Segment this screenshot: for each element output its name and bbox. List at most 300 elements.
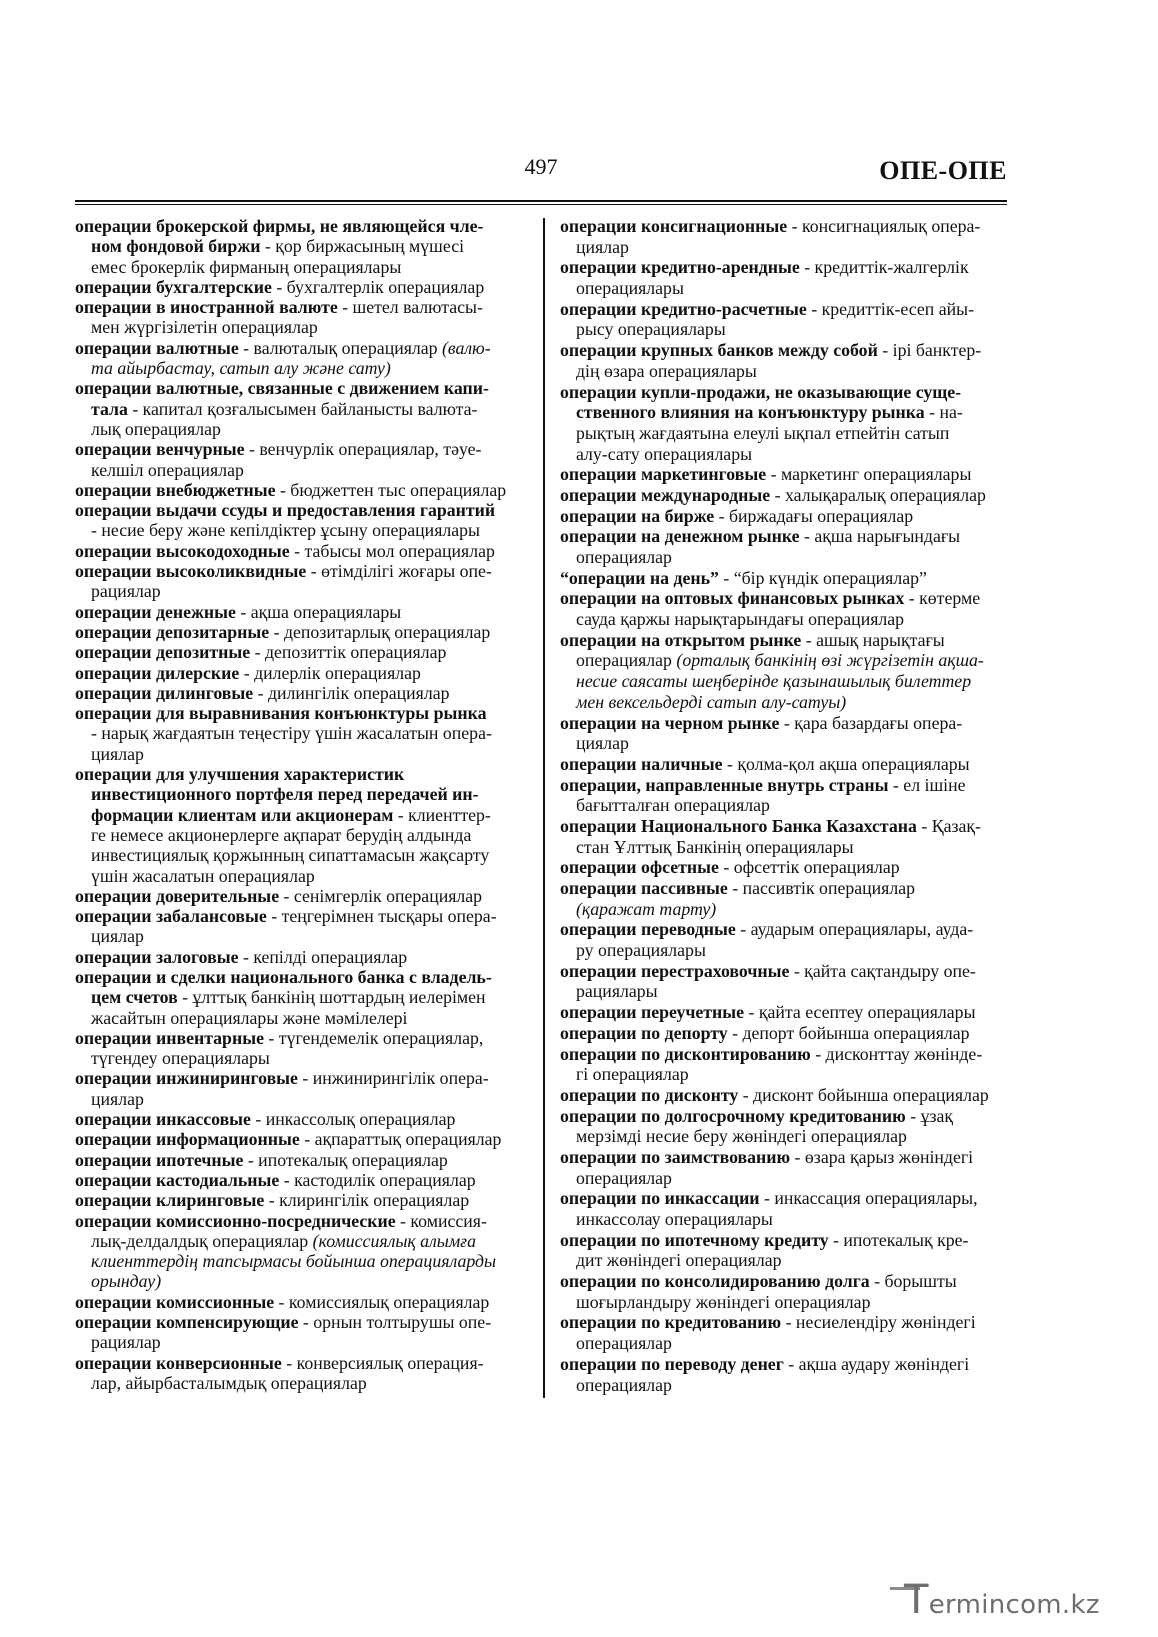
entry-translation: - орнын толтырушы опе- [298,1312,492,1333]
entry-translation: лар, айырбасталымдық операциялар [91,1372,367,1393]
entry-line [91,987,540,1007]
entry-translation: - валюталық операциялар [238,337,443,358]
entry-line [75,1129,540,1149]
dictionary-entry [560,1147,1025,1188]
entry-line [75,703,540,723]
dictionary-entry [75,216,540,277]
entry-line [560,961,1025,982]
entry-term: операции высокодоходные [75,540,290,561]
entry-translation: - инкассация операциялары, [759,1188,978,1209]
dictionary-entry [560,257,1025,298]
entry-term: операции по консолидированию долга [560,1271,870,1292]
dictionary-entry [560,1354,1025,1395]
entry-translation: циялар [91,926,144,947]
dictionary-entry [75,764,540,886]
entry-translation: дит жөніндегі операциялар [576,1250,782,1271]
dictionary-entry [75,500,540,541]
dictionary-entry [75,480,540,500]
entry-term: операции кастодиальные [75,1169,280,1190]
entry-line [576,899,1025,920]
entry-translation: рықтың жағдаятына елеулі ықпал етпейтін сатып [576,422,950,443]
entry-translation: стан Ұлттық Банкінің операциялары [576,836,854,857]
entry-line [560,485,1025,506]
entry-translation: - Қазақ- [916,815,981,836]
entry-term: операции выдачи ссуды и предоставления гарантий [75,500,496,521]
entry-line [91,460,540,480]
entry-line [560,713,1025,734]
entry-line [560,1106,1025,1127]
entry-translation: келшіл операциялар [91,459,244,480]
entry-line [75,906,540,926]
entry-line [576,1168,1025,1189]
dictionary-entry [75,1129,540,1149]
entry-term: операции инжиниринговые [75,1068,298,1089]
entry-term: операции по ипотечному кредиту [560,1229,829,1250]
left-column [75,216,540,1393]
dictionary-entry [560,961,1025,1002]
running-head: ОПЕ-ОПЕ [879,156,1007,185]
entry-term: операции по кредитованию [560,1312,782,1333]
entry-translation: - кредиттік-жалгерлік [799,257,969,278]
entry-translation: түгендеу операциялары [91,1048,270,1069]
entry-translation: - комиссия- [395,1210,487,1231]
entry-line [75,1150,540,1170]
entry-line [560,1230,1025,1251]
entry-translation: - дисконт бойынша операциялар [738,1084,989,1105]
entry-term: операции по заимствованию [560,1146,791,1167]
entry-translation: - қор биржасының мүшесі [260,236,465,257]
entry-line [560,216,1025,237]
entry-term: операции инвентарные [75,1027,264,1048]
entry-translation: - клиенттер- [393,804,491,825]
entry-translation: - ел ішіне [888,774,966,795]
entry-line [75,764,540,784]
entry-term: операции по депорту [560,1022,728,1043]
entry-term: “операции на день” [560,567,719,588]
entry-translation: циялар [91,743,144,764]
dictionary-entry [75,642,540,662]
entry-translation: - қайта есептеу операциялары [744,1002,976,1023]
entry-term: операции залоговые [75,946,239,967]
entry-line [576,795,1025,816]
dictionary-entry [560,1106,1025,1147]
entry-translation: ру операциялары [576,940,706,961]
entry-translation: - ипотекалық кре- [828,1229,969,1250]
entry-translation: - сенімгерлік операциялар [279,885,483,906]
entry-term: тала [91,398,128,419]
entry-line [91,1271,540,1291]
entry-term: операции денежные [75,601,236,622]
entry-term: операции маркетинговые [560,464,767,485]
entry-translation: - аударым операциялары, ауда- [735,919,974,940]
entry-line [576,609,1025,630]
entry-line [91,845,540,865]
dictionary-entry [75,297,540,338]
entry-term: операции в иностранной валюте [75,297,338,318]
dictionary-entry [75,277,540,297]
dictionary-entry [560,1085,1025,1106]
entry-term: операции информационные [75,1129,300,1150]
entry-line [75,561,540,581]
entry-line [91,805,540,825]
entry-translation: - нарық жағдаятын теңестіру үшін жасалатын опера- [91,723,492,744]
entry-line [91,1008,540,1028]
dictionary-entry [560,919,1025,960]
entry-line [91,1373,540,1393]
entry-term: операции высоколиквидные [75,561,307,582]
entry-line [91,317,540,337]
entry-line [91,257,540,277]
dictionary-entry [75,1353,540,1394]
header-rule [75,200,1007,202]
entry-note: (қаражат тарту) [576,898,717,919]
entry-term: операции внебюджетные [75,479,276,500]
entry-translation: - табысы мол операциялар [289,540,495,561]
entry-translation: - кастодилік операциялар [279,1169,476,1190]
entry-term: операции бухгалтерские [75,276,272,297]
entry-term: операции Национального Банка Казахстана [560,815,917,836]
entry-term: операции валютные [75,337,239,358]
dictionary-entry [75,378,540,439]
entry-note: мен вексельдерді сатып алу-сатуы) [576,691,847,712]
entry-line [91,1231,540,1251]
entry-line [75,1353,540,1373]
entry-line [91,419,540,439]
entry-translation: рысу операциялары [576,319,726,340]
entry-translation: - ақша операциялары [235,601,402,622]
entry-line [560,1312,1025,1333]
dictionary-entry [560,1271,1025,1312]
entry-translation: - кепілді операциялар [238,946,408,967]
entry-line [75,1109,540,1129]
entry-line [576,444,1025,465]
entry-translation: - ұзақ [905,1105,954,1126]
entry-term: операции крупных банков между собой [560,340,878,361]
entry-translation: - на- [924,402,963,423]
entry-line [560,630,1025,651]
entry-term: операции по переводу денег [560,1353,784,1374]
entry-translation: рациялар [91,581,161,602]
entry-line [576,1064,1025,1085]
entry-translation: инкассолау операциялары [576,1209,773,1229]
entry-line [560,257,1025,278]
dictionary-entry [560,382,1025,465]
entry-term: операции конверсионные [75,1352,282,1373]
entry-line [560,1354,1025,1375]
entry-translation: - көтерме [904,588,981,609]
entry-translation: - ақша нарығындағы [799,526,961,547]
entry-translation: рациялар [91,1332,161,1353]
entry-translation: емес брокерлік фирманың операциялары [91,256,402,277]
entry-line [91,1048,540,1068]
dictionary-entry [560,299,1025,340]
entry-translation: - бюджеттен тыс операциялар [275,479,507,500]
entry-line [576,1292,1025,1313]
dictionary-entry [75,541,540,561]
entry-term: операции консигнационные [560,216,788,236]
entry-term: операции, направленные внутрь страны [560,774,889,795]
entry-term: операции кредитно-арендные [560,257,800,278]
entry-line [91,520,540,540]
entry-term: цем счетов [91,987,178,1008]
dictionary-entry [75,1170,540,1190]
dictionary-entry [75,906,540,947]
entry-translation: циялар [576,236,629,257]
entry-line [576,733,1025,754]
entry-line [576,837,1025,858]
entry-line [560,1147,1025,1168]
dictionary-entry [75,561,540,602]
entry-term: операции компенсирующие [75,1312,299,1333]
entry-term: операции по долгосрочному кредитованию [560,1105,906,1126]
right-column [560,216,1025,1395]
entry-translation: - бухгалтерлік операциялар [271,276,485,297]
entry-line [576,1375,1025,1396]
entry-translation: жасайтын операциялары және мәмілелері [91,1007,408,1028]
dictionary-entry [560,630,1025,713]
entry-note: (орталық банкінің өзі жүргізетін ақша- [676,650,984,671]
entry-translation: - өзара қарыз жөніндегі [790,1146,974,1167]
entry-line [75,297,540,317]
column-divider [543,218,545,1398]
entry-translation: операциялар [576,650,677,671]
entry-note: та айырбастау, сатып алу және сату) [91,358,391,379]
entry-translation: - кредиттік-есеп айы- [806,298,974,319]
entry-translation: - инжинирингілік опера- [297,1068,489,1089]
entry-line [560,775,1025,796]
entry-term: операции брокерской фирмы, не являющейся чле- [75,216,484,236]
dictionary-entry [560,1230,1025,1271]
entry-line [91,825,540,845]
entry-line [576,1250,1025,1271]
dictionary-entry [75,703,540,764]
entry-translation: - биржадағы операциялар [714,505,914,526]
entry-translation: инвестициялық қоржынның сипаттамасын жақсарту [91,845,490,866]
entry-line [75,1211,540,1231]
dictionary-entry [560,588,1025,629]
entry-line [91,358,540,378]
entry-term: операции по инкассации [560,1188,760,1209]
entry-translation: - борышты [869,1271,957,1292]
entry-term: операции депозитные [75,642,251,663]
entry-line [576,1209,1025,1230]
entry-line [560,340,1025,361]
dictionary-entry [560,485,1025,506]
entry-translation: операциялар [576,1167,672,1188]
entry-line [560,526,1025,547]
dictionary-entry [75,602,540,622]
entry-translation: - теңгерімнен тысқары опера- [266,906,497,927]
entry-line [75,602,540,622]
dictionary-entry [75,1028,540,1069]
entry-line [91,866,540,886]
entry-term: инвестиционного портфеля перед передачей ин- [91,784,479,805]
dictionary-entry [75,663,540,683]
dictionary-entry [560,506,1025,527]
entry-term: операции ипотечные [75,1149,244,1170]
entry-term: операции депозитарные [75,621,270,642]
entry-note: (комиссиялық алымға [312,1230,477,1251]
dictionary-entry [75,967,540,1028]
entry-term: операции дилерские [75,662,240,683]
entry-term: ственного влияния на конъюнктуру рынка [576,402,925,423]
entry-line [91,581,540,601]
dictionary-entry [75,1292,540,1312]
entry-translation: сауда қаржы нарықтарындағы операциялар [576,609,905,630]
page-number: 497 [524,154,558,179]
entry-term: ном фондовой биржи [91,236,261,257]
entry-line [91,1251,540,1271]
entry-translation: циялар [576,733,629,754]
entry-translation: - депорт бойынша операциялар [727,1022,970,1043]
entry-note: несие саясаты шеңберінде қазынашылық билеттер [576,671,972,692]
entry-line [576,361,1025,382]
dictionary-entry [560,816,1025,857]
entry-line [75,500,540,520]
entry-translation: - халықаралық операциялар [770,484,986,505]
entry-term: операции комиссионно-посреднические [75,1210,396,1231]
entry-term: операции по дисконтированию [560,1043,811,1064]
dictionary-entry [560,775,1025,816]
entry-translation: - дилингілік операциялар [253,682,450,703]
entry-translation: - ақпараттық операциялар [299,1129,502,1150]
entry-translation: операциялар [576,1374,672,1395]
entry-line [576,237,1025,258]
entry-term: операции валютные, связанные с движением капи- [75,378,489,399]
entry-term: операции дилинговые [75,682,254,703]
entry-term: операции на денежном рынке [560,526,800,547]
entry-line [91,1089,540,1109]
entry-line [560,506,1025,527]
entry-line [75,683,540,703]
entry-line [576,650,1025,671]
entry-term: операции на черном рынке [560,712,780,733]
entry-translation: гі операциялар [576,1064,689,1085]
entry-note: (валю- [442,337,491,358]
entry-term: операции для улучшения характеристик [75,764,405,785]
entry-line [576,278,1025,299]
entry-line [75,1028,540,1048]
entry-term: операции на открытом рынке [560,629,802,650]
entry-translation: - венчурлік операциялар, тәуе- [244,439,482,460]
entry-line [560,1085,1025,1106]
dictionary-entry [560,568,1025,589]
entry-translation: - қайта сақтандыру опе- [789,960,976,981]
entry-line [560,1023,1025,1044]
entry-translation: - дилерлік операциялар [239,662,421,683]
header-rule [75,204,1007,205]
entry-translation: бағытталған операциялар [576,795,770,816]
dictionary-entry [560,713,1025,754]
entry-term: операции и сделки национального банка с владель- [75,966,492,987]
entry-translation: - несиелендіру жөніндегі [781,1312,976,1333]
entry-term: операции кредитно-расчетные [560,298,807,319]
entry-line [75,947,540,967]
entry-term: операции комиссионные [75,1291,275,1312]
entry-line [560,1271,1025,1292]
entry-translation: - дисконттау жөнінде- [810,1043,983,1064]
entry-translation: - ұлттық банкінің шоттардың иелерімен [177,987,486,1008]
dictionary-entry [75,1150,540,1170]
entry-note: орындау) [91,1271,162,1292]
entry-line [75,642,540,662]
entry-line [576,423,1025,444]
entry-line [576,1333,1025,1354]
dictionary-entry [560,216,1025,257]
entry-translation: - “бір күндік операциялар” [718,567,927,588]
entry-line [75,1190,540,1210]
entry-translation: мен жүргізілетін операциялар [91,317,318,338]
entry-term: операции на оптовых финансовых рынках [560,588,905,609]
entry-term: операции по дисконту [560,1084,739,1105]
entry-term: формации клиентам или акционерам [91,804,394,825]
entry-translation: лық операциялар [91,418,221,439]
entry-line [560,857,1025,878]
dictionary-entry [75,947,540,967]
entry-term: операции доверительные [75,885,280,906]
entry-line [91,399,540,419]
entry-term: операции международные [560,484,771,505]
entry-term: операции венчурные [75,439,245,460]
entry-translation: - ақша аудару жөніндегі [783,1353,970,1374]
entry-line [75,378,540,398]
entry-translation: - депозитарлық операциялар [269,621,491,642]
entry-translation: - несие беру және кепілдіктер ұсыну операциялары [91,520,480,541]
dictionary-entry [75,338,540,379]
entry-line [75,622,540,642]
entry-line [91,1332,540,1352]
entry-line [75,338,540,358]
entry-line [576,940,1025,961]
dictionary-entry [560,464,1025,485]
entry-translation: - ашық нарықтағы [801,629,945,650]
entry-line [560,568,1025,589]
entry-line [75,277,540,297]
entry-translation: - комиссиялық операциялар [274,1291,490,1312]
entry-term: операции наличные [560,753,723,774]
entry-line [75,1292,540,1312]
entry-translation: циялар [91,1088,144,1109]
entry-translation: - консигнациялық опера- [787,216,981,236]
entry-translation: дің өзара операциялары [576,360,757,381]
entry-translation: мерзімді несие беру жөніндегі операциялар [576,1126,907,1147]
dictionary-entry [75,1312,540,1353]
entry-line [560,588,1025,609]
entry-translation: - офсеттік операциялар [718,857,900,878]
entry-translation: - ипотекалық операциялар [243,1149,448,1170]
entry-line [91,926,540,946]
entry-line [576,692,1025,713]
dictionary-entry [75,439,540,480]
entry-line [560,299,1025,320]
entry-line [576,1126,1025,1147]
entry-term: операции инкассовые [75,1109,251,1130]
entry-translation: лық-делдалдық операциялар [91,1230,313,1251]
entry-line [560,1188,1025,1209]
entry-line [560,754,1025,775]
dictionary-entry [75,1211,540,1292]
entry-translation: - капитал қозғалысымен байланысты валюта- [127,398,478,419]
entry-term: операции на бирже [560,505,715,526]
dictionary-entry [75,622,540,642]
entry-line [75,967,540,987]
entry-line [560,464,1025,485]
entry-translation: - депозиттік операциялар [250,642,447,663]
entry-line [560,382,1025,403]
entry-term: операции забалансовые [75,906,267,927]
entry-term: операции переводные [560,919,736,940]
entry-line [75,439,540,459]
